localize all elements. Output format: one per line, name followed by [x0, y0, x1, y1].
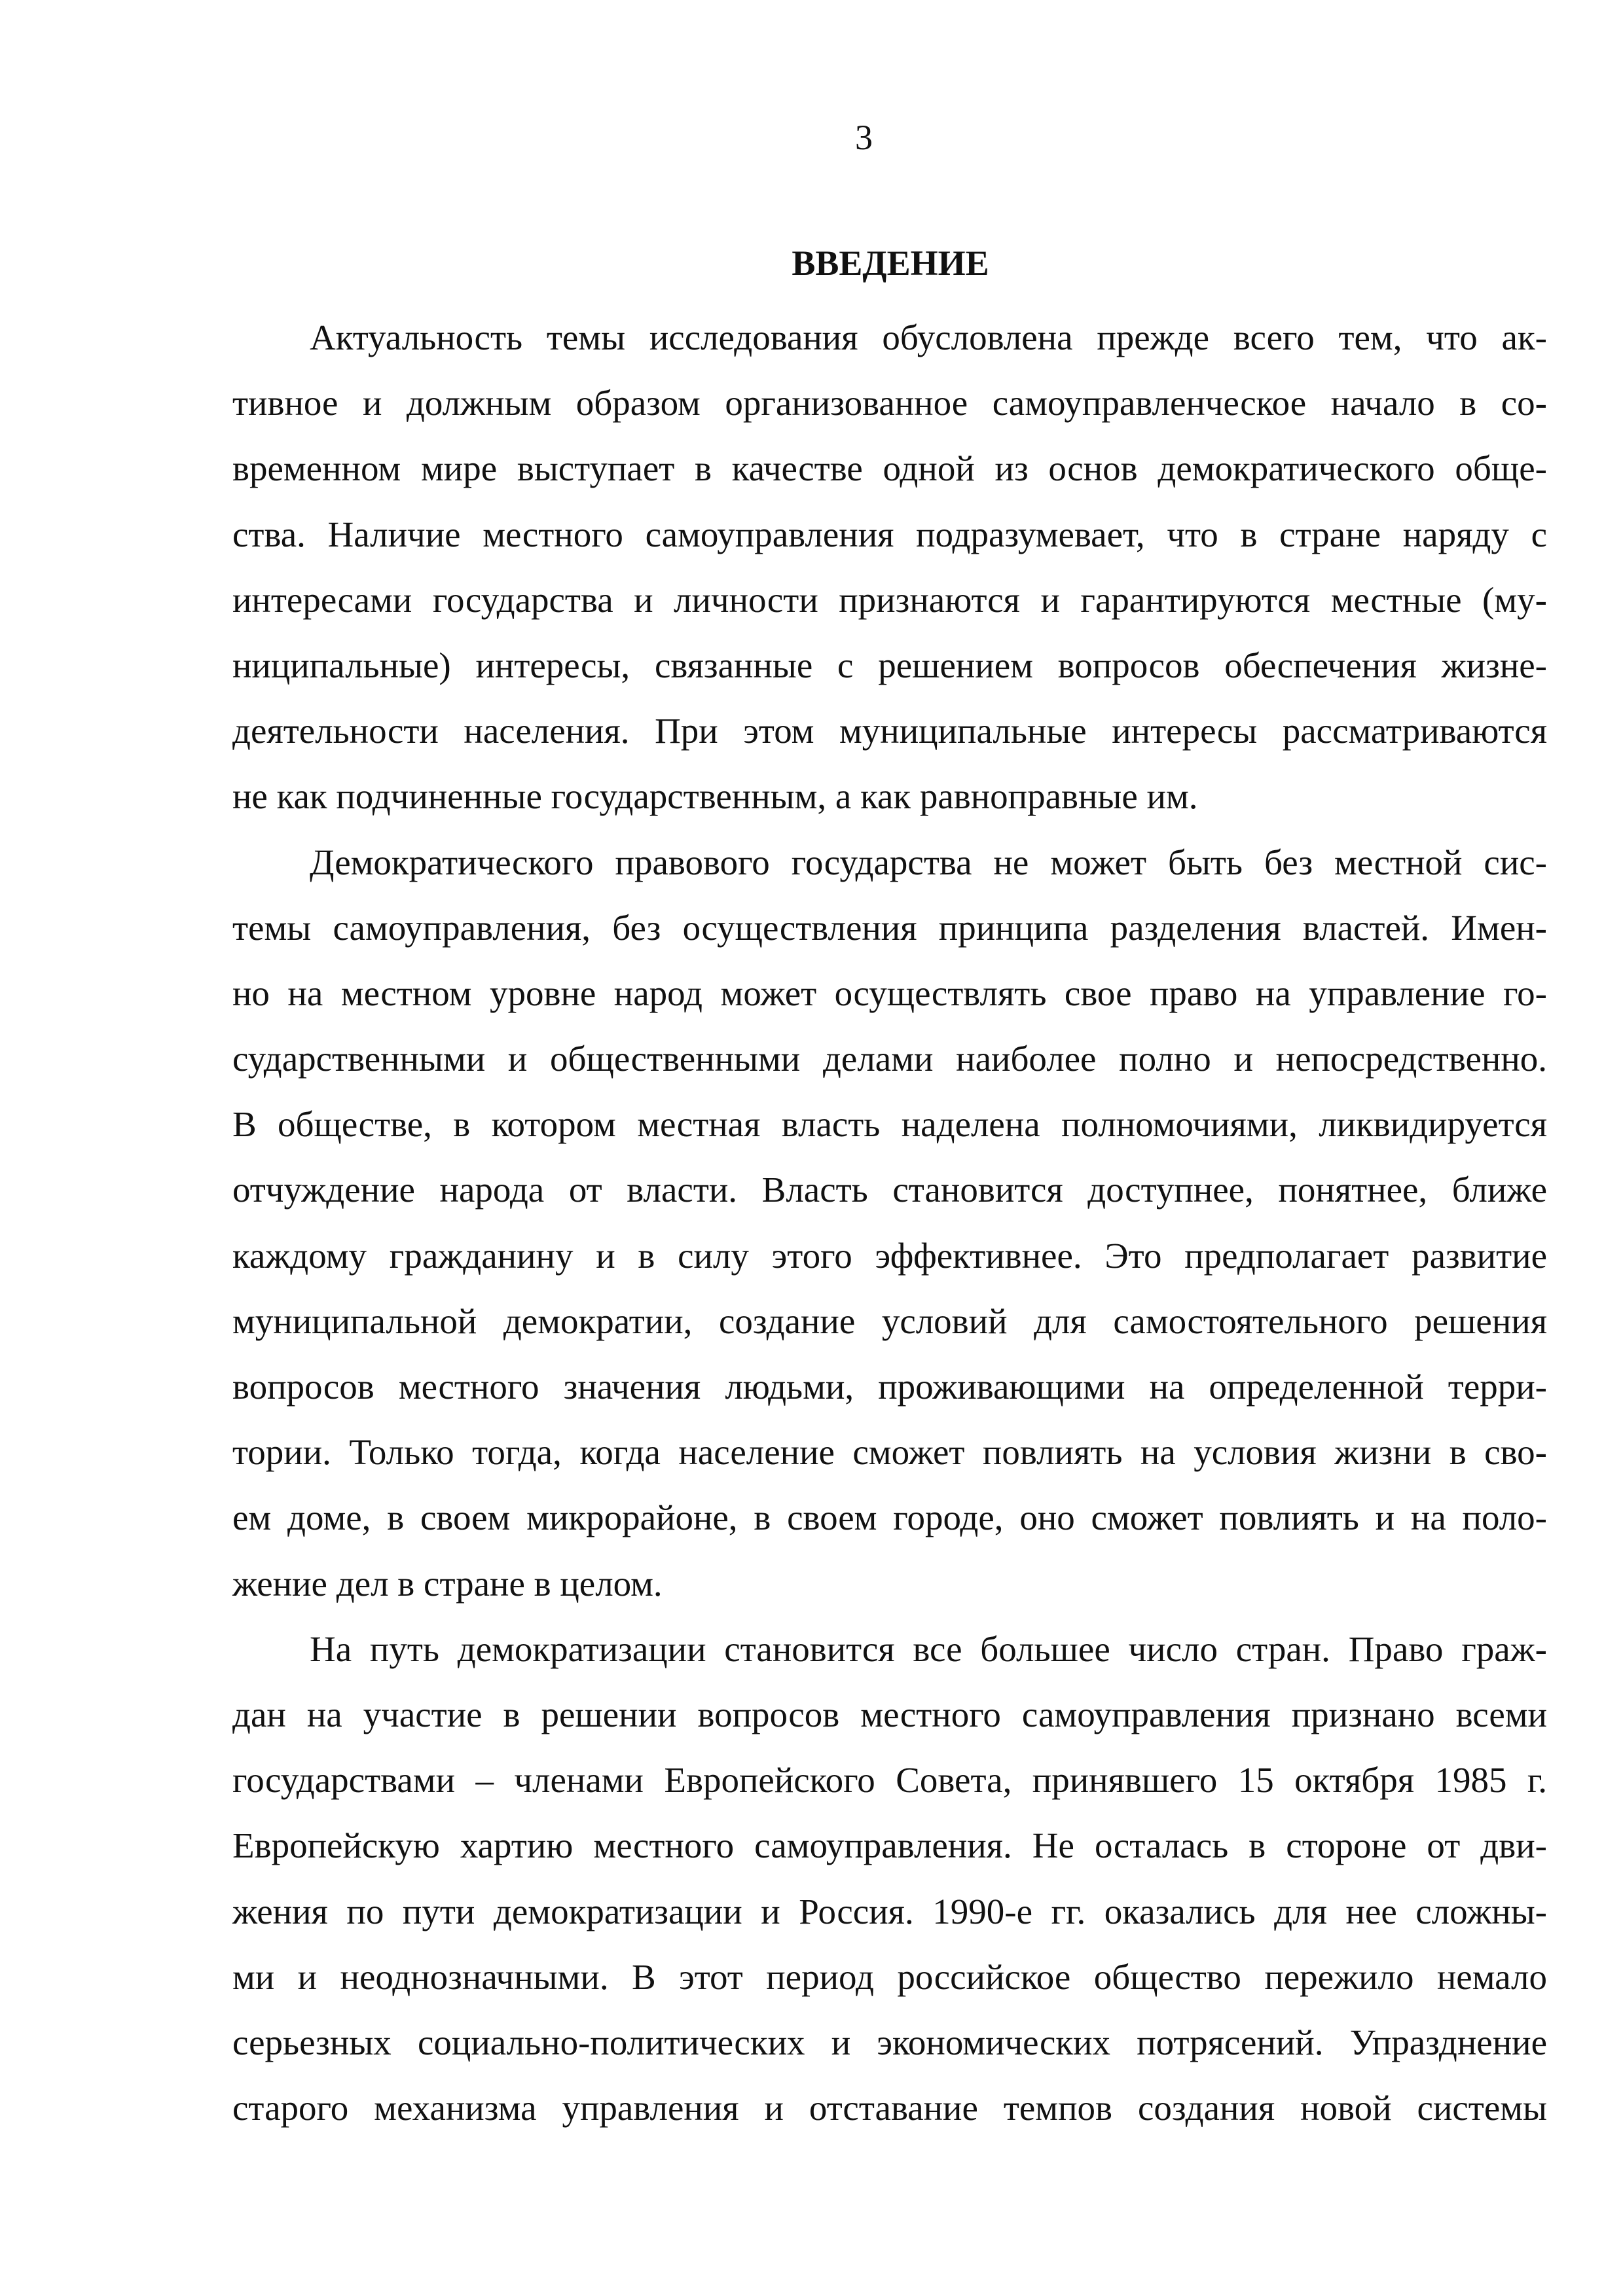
text-line: деятельности населения. При этом муниципальные интересы рассматриваются — [232, 711, 1547, 751]
page-number: 3 — [855, 118, 873, 157]
text-line: отчуждение народа от власти. Власть становится доступнее, понятнее, ближе — [232, 1170, 1547, 1210]
text-line: Демократического правового государства не может быть без местной сис- — [310, 842, 1547, 882]
text-line: тории. Только тогда, когда население сможет повлиять на условия жизни в сво- — [232, 1432, 1547, 1473]
text-line: серьезных социально-политических и экономических потрясений. Упразднение — [232, 2022, 1547, 2062]
text-line: жение дел в стране в целом. — [232, 1563, 663, 1604]
text-line: интересами государства и личности признаются и гарантируются местные (му- — [232, 579, 1547, 620]
text-line: государствами – членами Европейского Совета, принявшего 15 октября 1985 г. — [232, 1760, 1547, 1801]
text-line: На путь демократизации становится все большее число стран. Право граж- — [310, 1628, 1547, 1669]
text-line: темы самоуправления, без осуществления принципа разделения властей. Имен- — [232, 907, 1547, 948]
text-line: ми и неоднозначными. В этот период российское общество пережило немало — [232, 1956, 1547, 1997]
text-line: дан на участие в решении вопросов местного самоуправления признано всеми — [232, 1694, 1547, 1734]
section-heading: ВВЕДЕНИЕ — [792, 243, 989, 283]
text-line: ем доме, в своем микрорайоне, в своем городе, оно сможет повлиять и на поло- — [232, 1498, 1547, 1538]
text-line: вопросов местного значения людьми, проживающими на определенной терри- — [232, 1367, 1547, 1407]
text-line: временном мире выступает в качестве одной из основ демократического обще- — [232, 448, 1547, 489]
text-line: тивное и должным образом организованное самоуправленческое начало в со- — [232, 383, 1547, 423]
text-line: не как подчиненные государственным, а как равноправные им. — [232, 776, 1198, 817]
text-line: В обществе, в котором местная власть наделена полномочиями, ликвидируется — [232, 1104, 1547, 1145]
text-line: сударственными и общественными делами наиболее полно и непосредственно. — [232, 1039, 1547, 1079]
text-line: Актуальность темы исследования обусловлена прежде всего тем, что ак- — [310, 317, 1547, 357]
text-line: муниципальной демократии, создание условий для самостоятельного решения — [232, 1300, 1547, 1341]
text-line: Европейскую хартию местного самоуправления. Не осталась в стороне от дви- — [232, 1825, 1547, 1866]
text-line: каждому гражданину и в силу этого эффективнее. Это предполагает развитие — [232, 1235, 1547, 1276]
text-line: но на местном уровне народ может осуществлять свое право на управление го- — [232, 973, 1547, 1013]
text-line: ниципальные) интересы, связанные с решением вопросов обеспечения жизне- — [232, 645, 1547, 685]
text-line: ства. Наличие местного самоуправления подразумевает, что в стране наряду с — [232, 514, 1547, 554]
body-text — [232, 305, 1547, 2141]
text-line: старого механизма управления и отставание темпов создания новой системы — [232, 2088, 1547, 2128]
text-line: жения по пути демократизации и Россия. 1990-е гг. оказались для нее сложны- — [232, 1891, 1547, 1931]
